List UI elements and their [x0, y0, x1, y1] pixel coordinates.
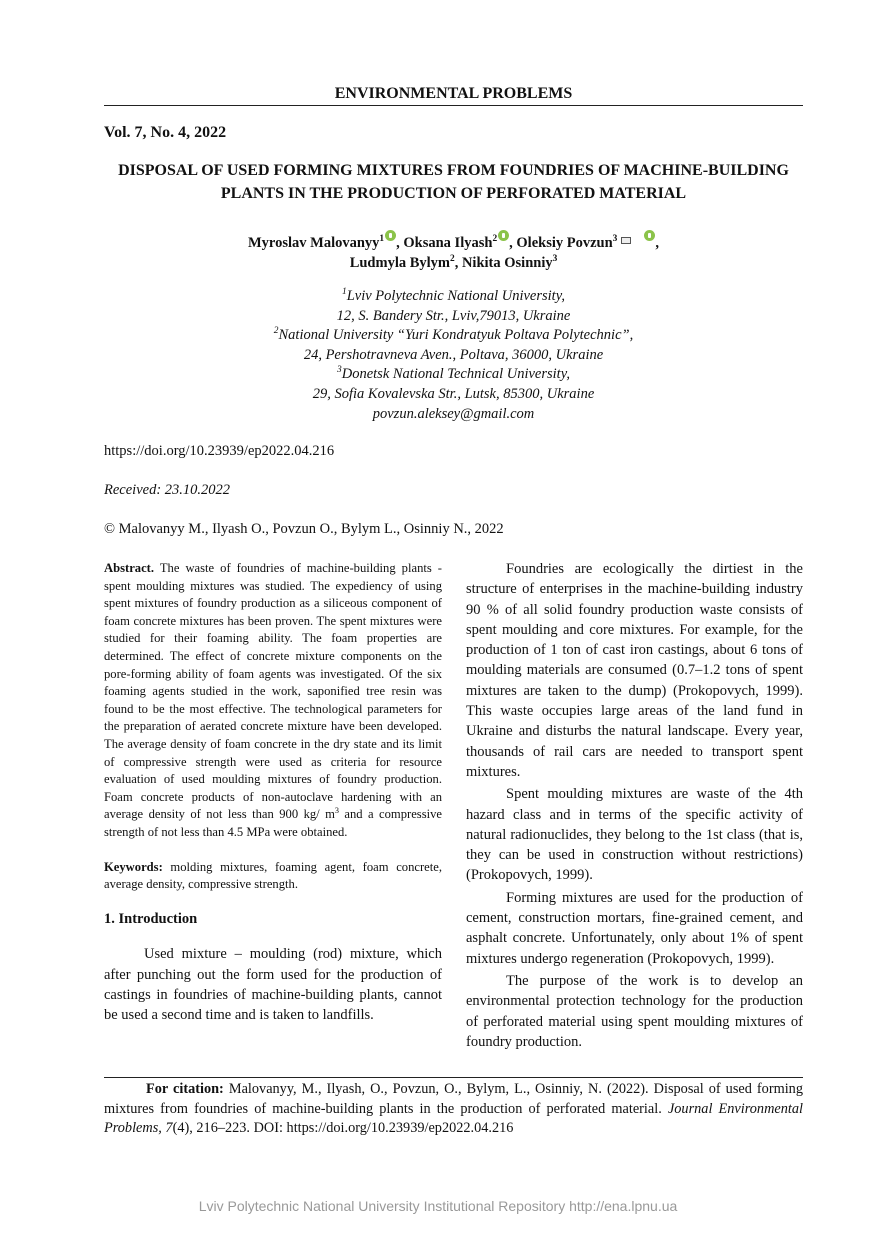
- author-list: Myroslav Malovanyy$^1$ , Oksana Ilyash$^2$ , Oleksiy Povzun$^3$ , Ludmyla Bylym$^2$, Nikita Osinniy$^3$: [104, 230, 803, 273]
- citation-issue: (4), 216–223. DOI: https://doi.org/10.23939/ep2022.04.216: [172, 1120, 514, 1137]
- affiliation-name: National University “Yuri Kondratyuk Poltava Polytechnic”,: [278, 327, 634, 344]
- citation-text: Malovanyy, M., Ilyash, O., Povzun, O., Bylym, L., Osinniy, N. (2022). Disposal of used forming mixtures from foundries of machine-building plants in the production of perforated material.: [104, 1081, 803, 1117]
- citation-label: For citation:: [146, 1081, 224, 1097]
- affiliation-number: 2: [273, 326, 279, 337]
- citation: [104, 1077, 803, 1139]
- abstract: [104, 560, 442, 842]
- abstract-label: Abstract.: [104, 561, 155, 575]
- doi-link[interactable]: https://doi.org/10.23939/ep2022.04.216: [104, 443, 335, 459]
- affiliation-marker: 3: [552, 254, 558, 265]
- affiliation-name: Lviv Polytechnic National University,: [346, 288, 565, 304]
- citation-volume: , 7: [158, 1120, 173, 1137]
- journal-header: ENVIRONMENTAL PROBLEMS: [104, 85, 803, 106]
- author: Myroslav Malovanyy: [247, 235, 380, 251]
- author: Oleksiy Povzun: [516, 235, 613, 251]
- keywords-text: molding mixtures, foaming agent, foam concrete, average density, compressive strength.: [104, 859, 442, 892]
- right-column: [466, 559, 803, 1054]
- author: Ludmyla Bylym: [349, 255, 450, 271]
- affiliation-name: Donetsk National Technical University,: [341, 366, 570, 383]
- author: Oksana Ilyash: [403, 235, 493, 251]
- body-paragraph: Spent moulding mixtures are waste of the 4th hazard class and in terms of the specific activity of natural radionuclides, they belong to the 1st class (that is, they can be used in construction without restrictions) (Prokopovych, 1999).: [466, 786, 803, 884]
- citation-journal: Journal Environmental Problems: [104, 1100, 803, 1137]
- email-icon[interactable]: [621, 237, 631, 244]
- affiliation-marker: 2: [492, 234, 498, 245]
- affiliation-marker: 2: [450, 254, 455, 265]
- affiliation-address: 24, Pershotravneva Aven., Poltava, 36000, Ukraine: [303, 346, 604, 363]
- affiliation-number: 1: [342, 287, 347, 298]
- body-paragraph: Used mixture – moulding (rod) mixture, which after punching out the form used for the production of castings in foundries of machine-building plants, cannot be used a second time and is taken to landfills.: [104, 946, 442, 1024]
- keywords-label: Keywords:: [104, 859, 163, 874]
- body-paragraph: Foundries are ecologically the dirtiest in the structure of enterprises in the machine-building industry 90 % of all solid foundry production waste consists of spent moulding and core mixtures. For example, for the production of 1 ton of cast iron castings, about 6 tons of moulding materials are consumed (0.7–1.2 tons of spent mixtures are taken to the dump) (Prokopovych, 1999). This waste occupies large areas of the land fund in Ukraine and disturbs the natural landscape. Every year, thousands of rail cars are needed to transport spent mixtures.: [466, 561, 803, 780]
- body-paragraph: Forming mixtures are used for the production of cement, construction mortars, fine-grained cement, and asphalt concrete. Unfortunately, only about 1% of spent mixtures undergo regeneration (Prokopovych, 1999).: [466, 889, 803, 967]
- abstract-text: and a compressive strength of not less than 4.5 MPa were obtained.: [104, 807, 442, 839]
- orcid-icon[interactable]: [498, 230, 509, 241]
- superscript: 3: [334, 806, 339, 816]
- keywords: [104, 859, 442, 894]
- orcid-icon[interactable]: [385, 230, 396, 241]
- body-paragraph: The purpose of the work is to develop an environmental protection technology for the production of perforated material using spent moulding mixtures of foundry production.: [466, 972, 803, 1050]
- repository-footer: Lviv Polytechnic National University Institutional Repository http://ena.lpnu.ua: [198, 1198, 678, 1214]
- affiliation-address: 12, S. Bandery Str., Lviv,79013, Ukraine: [336, 307, 571, 324]
- affiliation-marker: 1: [379, 234, 385, 245]
- abstract-text: The waste of foundries of machine-building plants - spent moulding mixtures was studied. The expediency of using spent mixtures of foundry production as a siliceous component of foam concrete mixtures has been proven. The spent mixtures were studied for their foaming ability. The foam properties are determined. The effect of concrete mixture components on the pore-forming ability of foam agents was investigated. Of the six foaming agents studied in the work, saponified tree resin was found to be the most effective. The technological parameters for the preparation of aerated concrete mixture have been developed. The average density of foam concrete in the dry state and its limit of compressive strength were used as criteria for resource evaluation of used moulding mixtures of foundry production. Foam concrete products of non-autoclave hardening with an average density of not less than 900 kg/ m: [104, 561, 442, 822]
- received-date: Received: 23.10.2022: [104, 482, 231, 498]
- left-column: [104, 560, 442, 1025]
- affiliations: [104, 287, 803, 424]
- affiliation-address: 29, Sofia Kovalevska Str., Lutsk, 85300, Ukraine: [312, 385, 595, 402]
- copyright: © Malovanyy M., Ilyash O., Povzun O., Bylym L., Osinniy N., 2022: [104, 521, 504, 537]
- paper-title: DISPOSAL OF USED FORMING MIXTURES FROM FOUNDRIES OF MACHINE-BUILDING PLANTS IN THE PRODUCTION OF PERFORATED MATERIAL: [118, 162, 789, 202]
- section-heading: 1. Introduction: [104, 910, 198, 927]
- volume-info: Vol. 7, No. 4, 2022: [104, 124, 227, 141]
- contact-email[interactable]: povzun.aleksey@gmail.com: [372, 405, 535, 422]
- author: Nikita Osinniy: [461, 255, 553, 271]
- affiliation-marker: 3: [612, 234, 618, 245]
- orcid-icon[interactable]: [644, 230, 655, 241]
- affiliation-number: 3: [337, 365, 342, 376]
